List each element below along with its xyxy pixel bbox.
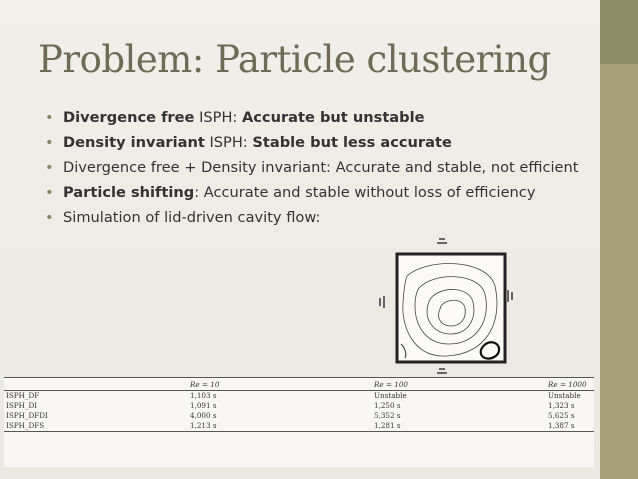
table-cell: 1,091 s — [190, 401, 217, 410]
table-header-cell — [4, 378, 188, 391]
bullet-item — [45, 208, 585, 227]
table-cell: 4,000 s — [190, 411, 217, 420]
decorative-side-bar-top — [600, 0, 638, 64]
bullet-dot-icon: • — [45, 134, 54, 151]
bullet-dot-icon: • — [45, 184, 54, 201]
table-cell: ISPH_DI — [6, 401, 38, 410]
table-cell: Unstable — [374, 391, 407, 400]
bullet-text: Simulation of lid-driven cavity flow: — [63, 209, 321, 226]
table-header-cell: Re = 100 — [372, 378, 546, 391]
bullet-text: ISPH: — [194, 109, 242, 126]
bullet-dot-icon: • — [45, 159, 54, 176]
table-row — [4, 411, 594, 421]
table-header-row — [4, 378, 594, 391]
bullet-text: Accurate but unstable — [241, 109, 425, 126]
table-cell: 5,625 s — [548, 411, 575, 420]
table-cell: ISPH_DF — [6, 391, 40, 400]
table-cell: 1,103 s — [190, 391, 217, 400]
bullet-text: Stable but less accurate — [252, 134, 452, 151]
table-cell: ISPH_DFDI — [6, 411, 48, 420]
table-cell: 5,352 s — [374, 411, 401, 420]
bullet-list — [45, 108, 585, 233]
bullet-text: ISPH: — [204, 134, 253, 151]
slide-title: Problem: Particle clustering — [38, 38, 551, 81]
bullet-text: Particle shifting — [63, 184, 195, 201]
table-header-cell: Re = 1000 — [546, 378, 594, 391]
table-cell: 1,387 s — [546, 421, 594, 432]
bullet-item — [45, 108, 585, 127]
bullet-text: Divergence free — [63, 109, 195, 126]
table-cell: ISPH_DFS — [4, 421, 188, 432]
table-cell: 1,323 s — [548, 401, 575, 410]
bullet-item — [45, 133, 585, 152]
table-cell: 1,250 s — [374, 401, 401, 410]
bullet-text: Divergence free + Density invariant: Accurate and stable, not efficient — [63, 159, 579, 176]
decorative-side-bar — [600, 0, 638, 479]
bullet-item — [45, 158, 585, 177]
bullet-dot-icon: • — [45, 209, 54, 226]
table-cell: 1,281 s — [372, 421, 546, 432]
table-row — [4, 401, 594, 411]
bullet-dot-icon: • — [45, 109, 54, 126]
table-row — [4, 391, 594, 402]
bullet-item — [45, 183, 585, 202]
performance-table — [4, 377, 594, 467]
table-cell: 1,213 s — [188, 421, 372, 432]
table-cell: Unstable — [548, 391, 581, 400]
cavity-flow-streamline-figure — [367, 236, 517, 384]
bullet-text: : Accurate and stable without loss of efficiency — [194, 184, 536, 201]
table-header-cell: Re = 10 — [188, 378, 372, 391]
table-row — [4, 421, 594, 432]
bullet-text: Density invariant — [63, 134, 205, 151]
